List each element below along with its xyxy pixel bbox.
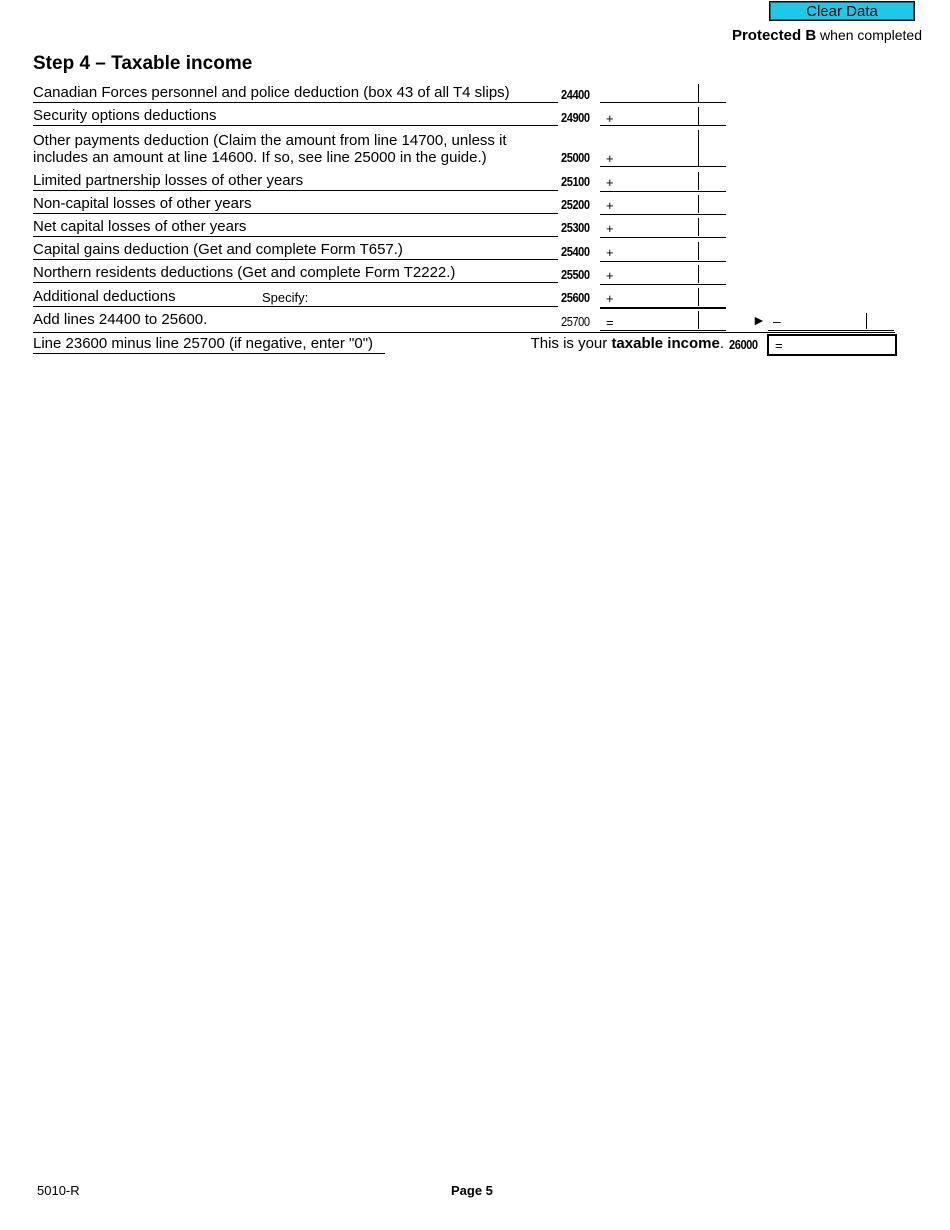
line-code: 25000 [561, 150, 590, 165]
taxable-income-field[interactable] [767, 334, 897, 356]
cents-divider [698, 242, 699, 260]
line-operator: + [606, 111, 614, 126]
cents-divider [698, 288, 699, 306]
line-code: 25300 [561, 220, 590, 235]
line-label: Capital gains deduction (Get and complete Form T657.) [33, 241, 558, 260]
line-code: 25100 [561, 174, 590, 189]
cents-divider [698, 195, 699, 213]
arrow-right-icon: ► [752, 312, 766, 328]
amount-field-24400[interactable] [600, 82, 726, 103]
amount-field-25000[interactable] [600, 146, 726, 167]
minus-sign: – [773, 313, 781, 329]
amount-field-25500[interactable] [600, 264, 726, 285]
amount-field-25100[interactable] [600, 171, 726, 192]
line-operator: + [606, 198, 614, 213]
line-label: Northern residents deductions (Get and complete Form T2222.) [33, 264, 558, 283]
line-label: Security options deductions [33, 107, 558, 126]
separator-line [33, 332, 895, 333]
line-label: Net capital losses of other years [33, 218, 558, 237]
line-operator: = [775, 338, 783, 353]
amount-field-25300[interactable] [600, 217, 726, 238]
line-operator: + [606, 268, 614, 283]
protected-b-notice [732, 27, 922, 44]
taxable-note-suffix: . [719, 335, 724, 352]
form-id: 5010-R [37, 1183, 80, 1198]
line-operator: = [606, 315, 614, 330]
line-code: 24400 [561, 87, 590, 102]
clear-data-button[interactable]: Clear Data [769, 1, 915, 21]
line-operator: + [606, 245, 614, 260]
taxable-note-prefix: This is your [530, 335, 612, 352]
line-code: 25600 [561, 290, 590, 305]
line-label: Limited partnership losses of other years [33, 172, 558, 191]
line-label: Non-capital losses of other years [33, 195, 558, 214]
amount-field-25700-right[interactable] [768, 310, 894, 331]
cents-divider [698, 311, 699, 329]
line-operator: + [606, 151, 614, 166]
protected-b-suffix: when completed [816, 27, 922, 43]
taxable-note-bold: taxable income [611, 335, 720, 352]
cents-divider [698, 107, 699, 125]
taxable-income-note [531, 335, 724, 352]
line-code: 25500 [561, 267, 590, 282]
cents-divider [698, 218, 699, 236]
line-code: 25200 [561, 197, 590, 212]
cents-divider [698, 130, 699, 166]
amount-field-24900[interactable] [600, 105, 726, 126]
protected-b-label: Protected B [731, 27, 817, 44]
line-operator: + [606, 291, 614, 306]
cents-divider [698, 172, 699, 190]
line-label: Additional deductions [33, 288, 558, 307]
specify-label: Specify: [262, 290, 309, 305]
line-label: Canadian Forces personnel and police deduction (box 43 of all T4 slips) [33, 84, 558, 103]
specify-input[interactable] [318, 288, 558, 307]
line-label: Other payments deduction (Claim the amount from line 14700, unless it includes an amount at line 14600. If so, see line 25000 in the guide.) [33, 132, 507, 166]
page-number: Page 5 [451, 1183, 493, 1198]
cents-divider [698, 265, 699, 283]
line-code: 25400 [561, 244, 590, 259]
line-operator: + [606, 221, 614, 236]
amount-field-25200[interactable] [600, 194, 726, 215]
cents-divider [698, 84, 699, 102]
line-code: 24900 [561, 110, 590, 125]
line-code: 25700 [561, 314, 590, 329]
cents-divider [866, 313, 867, 329]
line-label: Line 23600 minus line 25700 (if negative, enter "0") [33, 335, 385, 354]
amount-field-25600[interactable] [600, 287, 726, 309]
amount-field-25400[interactable] [600, 241, 726, 262]
line-code: 26000 [729, 337, 758, 352]
amount-field-25700[interactable] [600, 310, 726, 331]
step-title: Step 4 – Taxable income [33, 53, 253, 74]
line-operator: + [606, 175, 614, 190]
line-label: Add lines 24400 to 25600. [33, 311, 208, 328]
